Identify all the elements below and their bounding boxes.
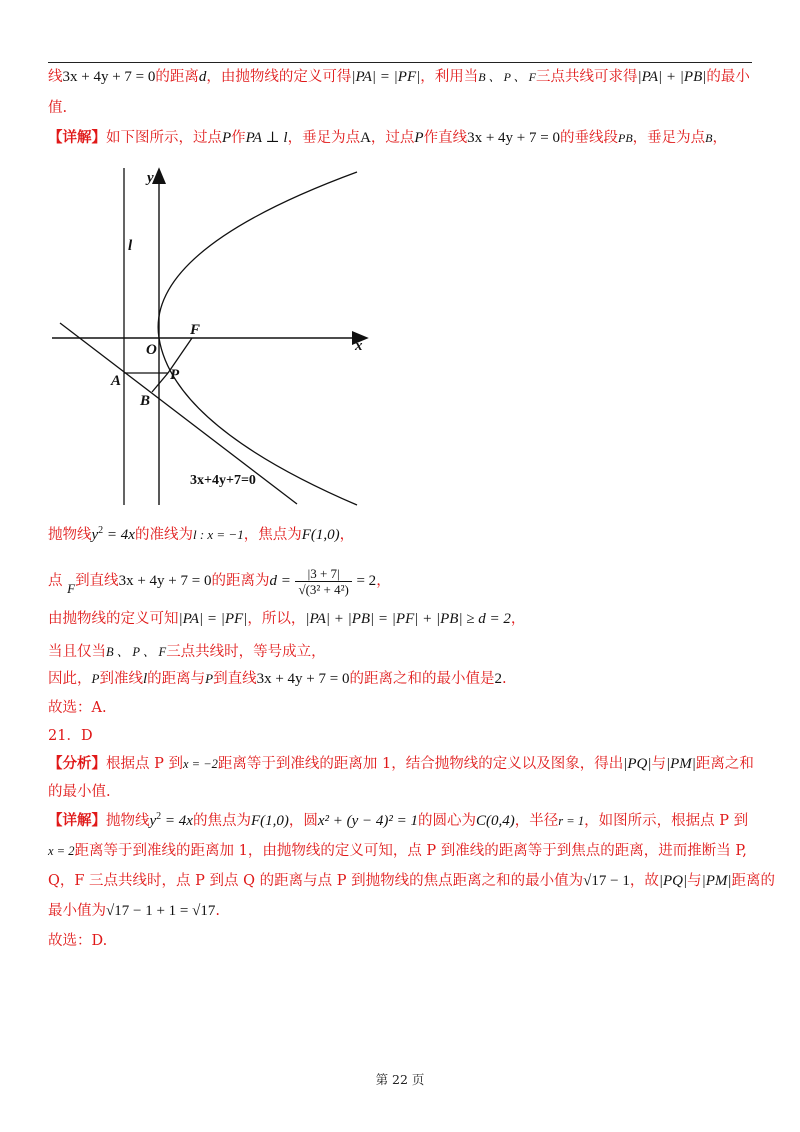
label-l: l bbox=[128, 238, 133, 254]
label-F: F bbox=[190, 322, 201, 338]
text: ， bbox=[510, 611, 526, 627]
parabola-equation: = 4x bbox=[161, 813, 193, 829]
point-P: P bbox=[205, 671, 214, 686]
circle-equation: x² + (y − 4)² = 1 bbox=[317, 813, 419, 829]
point-A: A bbox=[360, 130, 371, 146]
answer-text: 故选：A. bbox=[48, 700, 107, 716]
text: 的垂线段 bbox=[559, 130, 618, 146]
text: 当且仅当 bbox=[48, 644, 106, 660]
analysis-line-1 bbox=[48, 753, 758, 775]
solution-line-2 bbox=[48, 564, 758, 598]
fraction-numerator: |3 + 7| bbox=[295, 566, 351, 582]
text: 的焦点为 bbox=[192, 813, 251, 829]
segment-PB: PB bbox=[617, 131, 633, 145]
detail-tag: 【详解】 bbox=[48, 812, 106, 829]
equality-expression: |PA| = |PF| bbox=[351, 69, 421, 85]
text: ，半径 bbox=[514, 813, 559, 829]
exponent: 2 bbox=[156, 811, 162, 823]
x-equation: x = −2 bbox=[182, 757, 218, 771]
text: ，焦点为 bbox=[243, 527, 302, 543]
sum-expression: |PA| + |PB| bbox=[637, 69, 707, 85]
analysis-end-line bbox=[48, 97, 758, 119]
text: ，垂足为点 bbox=[632, 130, 706, 146]
abs-PM: |PM| bbox=[666, 756, 696, 772]
math-y: y bbox=[91, 527, 99, 543]
fraction-denominator: √(3² + 4²) bbox=[298, 581, 349, 597]
detail-line-4 bbox=[48, 900, 758, 922]
analysis-line-2 bbox=[48, 781, 758, 803]
abs-PM: |PM| bbox=[701, 873, 732, 889]
header-rule bbox=[48, 62, 752, 63]
text: 三点共线时，等号成立， bbox=[166, 644, 326, 660]
text: ，故 bbox=[629, 873, 659, 889]
detail-line-1 bbox=[48, 810, 758, 832]
text: 三点共线可求得 bbox=[536, 69, 638, 85]
text: 线 bbox=[48, 69, 63, 85]
text: 抛物线 bbox=[106, 813, 150, 829]
text: ， bbox=[339, 527, 355, 543]
radius: r = 1 bbox=[558, 814, 585, 828]
text: ，过点 bbox=[370, 130, 415, 146]
perpendicular-expression: PA ⊥ l bbox=[245, 130, 288, 146]
solution-line-4 bbox=[48, 641, 758, 663]
text: . bbox=[501, 671, 507, 687]
text: ，垂足为点 bbox=[287, 130, 361, 146]
point-P: P bbox=[91, 671, 100, 686]
text: 作 bbox=[231, 130, 246, 146]
text: 距离之和 bbox=[695, 756, 754, 772]
line-equation: 3x + 4y + 7 = 0 bbox=[62, 69, 156, 85]
label-B: B bbox=[140, 393, 151, 409]
point-P: P bbox=[414, 130, 424, 146]
distance-fraction bbox=[295, 566, 351, 597]
text: 的圆心为 bbox=[418, 813, 477, 829]
abs-PQ: |PQ| bbox=[658, 873, 688, 889]
text: ，利用当 bbox=[420, 69, 479, 85]
points-label: B 、 P 、 F bbox=[106, 645, 167, 659]
points-label: B 、 P 、 F bbox=[478, 70, 537, 84]
circle-center: C(0,4) bbox=[476, 813, 515, 829]
min-value-result: √17 − 1 + 1 = √17 bbox=[106, 903, 216, 919]
line-equation: 3x + 4y + 7 = 0 bbox=[118, 573, 212, 589]
text: 的最小 bbox=[706, 69, 750, 85]
text: ，由抛物线的定义可得 bbox=[206, 69, 352, 85]
min-value: 2 bbox=[494, 671, 502, 687]
text: 距离的 bbox=[731, 873, 775, 889]
text: 与 bbox=[651, 756, 666, 772]
label-A: A bbox=[111, 373, 122, 389]
question-21-header bbox=[48, 725, 758, 747]
solution-line-5 bbox=[48, 668, 758, 690]
analysis-continuation-line bbox=[48, 66, 758, 88]
directrix-equation: l : x = −1 bbox=[192, 527, 244, 542]
focus-point: F(1,0) bbox=[301, 527, 340, 543]
label-P: P bbox=[170, 367, 180, 383]
parabola-equation: = 4x bbox=[103, 527, 135, 543]
text: 到直线 bbox=[213, 671, 257, 687]
inequality-expression: |PA| + |PB| = |PF| + |PB| ≥ d = 2 bbox=[305, 611, 511, 627]
text: ，所以， bbox=[247, 611, 306, 627]
distance-label: d = bbox=[269, 573, 291, 589]
text: 距离等于到准线的距离加 1，由抛物线的定义可知，点 P 到准线的距离等于到焦点的距离，进而推断当 P, bbox=[74, 843, 747, 859]
text: 到准线 bbox=[99, 671, 143, 687]
text: 的距离与 bbox=[147, 671, 206, 687]
point-B: B bbox=[705, 131, 713, 145]
text: 由抛物线的定义可知 bbox=[48, 611, 179, 627]
label-y: y bbox=[147, 170, 154, 186]
distance-result: = 2 bbox=[356, 573, 377, 589]
focus-point: F(1,0) bbox=[250, 813, 289, 829]
text: 作直线 bbox=[423, 130, 468, 146]
line-3x4y7 bbox=[60, 323, 297, 504]
solution-line-1 bbox=[48, 524, 758, 546]
equality-expression: |PA| = |PF| bbox=[178, 611, 248, 627]
x-equation: x = 2 bbox=[48, 844, 75, 858]
text: . bbox=[215, 903, 220, 919]
text: 与 bbox=[687, 873, 702, 889]
detail-tag: 【详解】 bbox=[48, 129, 106, 146]
abs-PQ: |PQ| bbox=[623, 756, 652, 772]
exponent: 2 bbox=[98, 525, 104, 537]
text: ， bbox=[712, 130, 727, 146]
text: Q，F 三点共线时，点 P 到点 Q 的距离与点 P 到抛物线的焦点距离之和的最小值为 bbox=[48, 873, 584, 889]
text: 如下图所示，过点 bbox=[106, 130, 222, 146]
answer-line-20 bbox=[48, 697, 758, 719]
directrix-l: l bbox=[142, 671, 148, 687]
text: 抛物线 bbox=[48, 527, 92, 543]
distance-symbol: d bbox=[198, 69, 207, 85]
text: 到直线 bbox=[75, 573, 119, 589]
text: 最小值为 bbox=[48, 903, 106, 919]
text: 因此， bbox=[48, 671, 92, 687]
detail-intro-line bbox=[48, 127, 758, 149]
question-number: 21．D bbox=[48, 728, 93, 744]
label-O: O bbox=[146, 342, 157, 358]
answer-line-21 bbox=[48, 930, 758, 952]
text: 的准线为 bbox=[134, 527, 193, 543]
line-equation: 3x + 4y + 7 = 0 bbox=[467, 130, 560, 146]
label-line-equation: 3x+4y+7=0 bbox=[190, 473, 256, 488]
solution-line-3 bbox=[48, 608, 758, 630]
text: 的最小值. bbox=[48, 784, 111, 800]
line-equation: 3x + 4y + 7 = 0 bbox=[256, 671, 350, 687]
segment-PB bbox=[152, 373, 168, 392]
text: ，如图所示，根据点 P 到 bbox=[584, 813, 749, 829]
text: 的距离为 bbox=[211, 573, 270, 589]
detail-line-3 bbox=[48, 870, 775, 892]
text: 点 bbox=[48, 573, 63, 589]
point-P: P bbox=[222, 130, 232, 146]
point-F: F bbox=[67, 581, 76, 596]
text: ，圆 bbox=[288, 813, 318, 829]
text: 的距离 bbox=[155, 69, 199, 85]
text: 距离等于到准线的距离加 1，结合抛物线的定义以及图象，得出 bbox=[217, 756, 624, 772]
parabola-figure bbox=[50, 160, 380, 515]
math-y: y bbox=[149, 813, 157, 829]
answer-text: 故选：D. bbox=[48, 933, 108, 949]
text: 的距离之和的最小值是 bbox=[349, 671, 495, 687]
text: 根据点 P 到 bbox=[106, 756, 183, 772]
analysis-tag: 【分析】 bbox=[48, 755, 106, 772]
min-value-expression: √17 − 1 bbox=[583, 873, 630, 889]
label-x: x bbox=[355, 338, 363, 354]
text: ， bbox=[376, 573, 391, 589]
text: 值. bbox=[48, 100, 68, 116]
detail-line-2 bbox=[48, 840, 758, 862]
page-number: 第 22 页 bbox=[375, 1072, 425, 1087]
